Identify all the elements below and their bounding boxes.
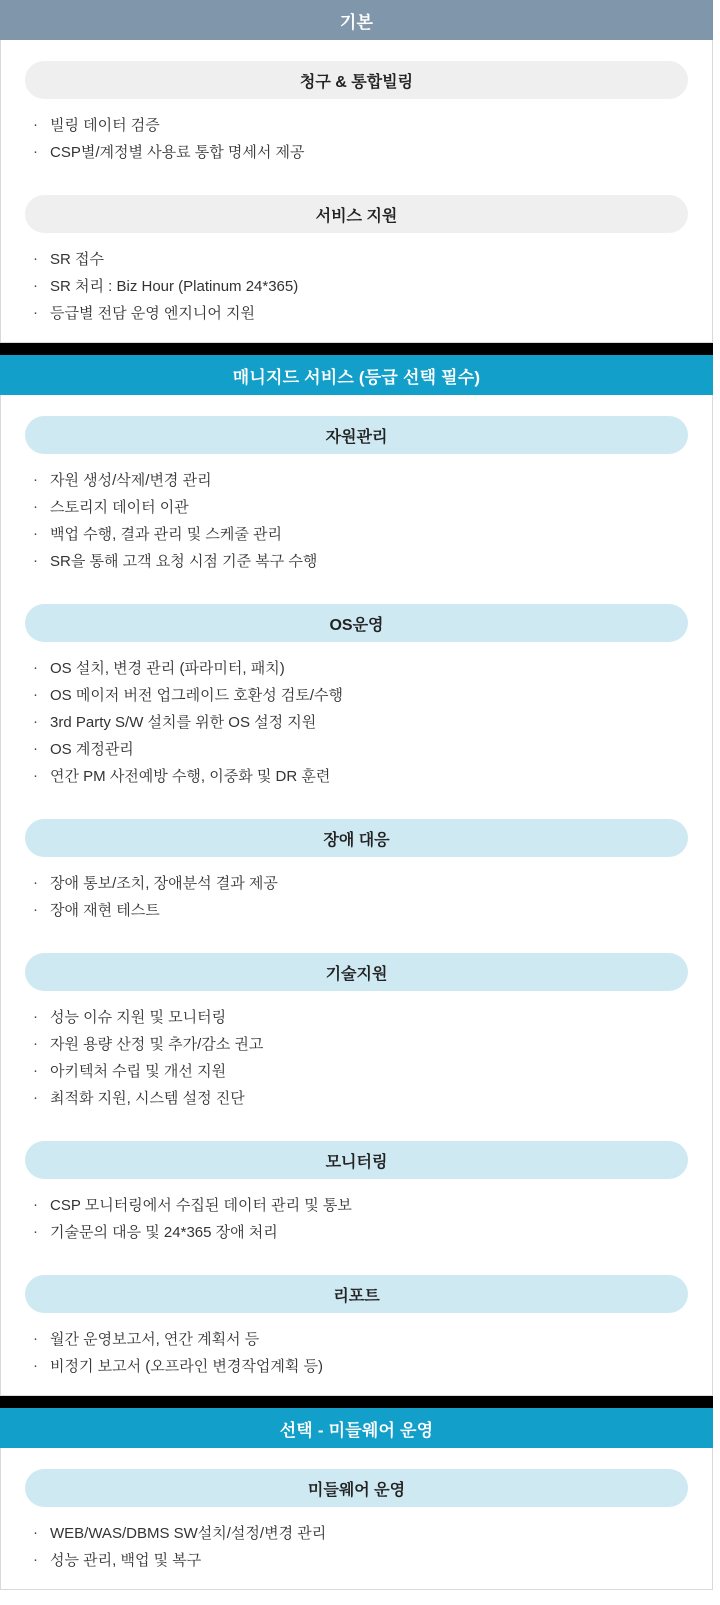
bullet-text: 자원 용량 산정 및 추가/감소 권고 (50, 1036, 264, 1053)
bullet-dot-icon: · (33, 1062, 38, 1079)
bullet-dot-icon: · (33, 1089, 38, 1106)
bullet-dot-icon: · (33, 1008, 38, 1025)
bullet-text: 장애 통보/조치, 장애분석 결과 제공 (50, 875, 278, 892)
bullet-text: 등급별 전담 운영 엔지니어 지원 (50, 305, 256, 322)
black-divider (0, 343, 713, 355)
bullet-dot-icon: · (33, 1551, 38, 1568)
bullet-dot-icon: · (33, 767, 38, 784)
bullet-list-resource-mgmt (1, 466, 712, 574)
bullet-dot-icon: · (33, 874, 38, 891)
bullet-dot-icon: · (33, 304, 38, 321)
bullet-dot-icon: · (33, 740, 38, 757)
section-body-managed (0, 395, 713, 1396)
bullet-item (33, 299, 692, 326)
bullet-item (33, 1546, 692, 1573)
bullet-item (33, 1084, 692, 1111)
bullet-dot-icon: · (33, 552, 38, 569)
bullet-list-report (1, 1325, 712, 1379)
bullet-dot-icon: · (33, 116, 38, 133)
bullet-text: 스토리지 데이터 이관 (50, 499, 189, 516)
bullet-text: 아키텍처 수립 및 개선 지원 (50, 1063, 227, 1080)
bullet-item (33, 1352, 692, 1379)
bottom-margin (0, 1590, 713, 1595)
group-pill-middleware: 미들웨어 운영 (25, 1469, 688, 1507)
bullet-text: SR을 통해 고객 요청 시점 기준 복구 수행 (50, 553, 318, 570)
black-divider (0, 1396, 713, 1408)
bullet-item (33, 735, 692, 762)
section-body-basic (0, 40, 713, 343)
bullet-text: 비정기 보고서 (오프라인 변경작업계획 등) (50, 1358, 323, 1375)
bullet-list-incident-response (1, 869, 712, 923)
bullet-text: OS 메이저 버전 업그레이드 호환성 검토/수행 (50, 687, 344, 704)
section-header-managed: 매니지드 서비스 (등급 선택 필수) (0, 355, 713, 395)
bullet-text: CSP 모니터링에서 수집된 데이터 관리 및 통보 (50, 1197, 352, 1214)
bullet-item (33, 1191, 692, 1218)
bullet-item (33, 869, 692, 896)
section-body-optional (0, 1448, 713, 1590)
bullet-item (33, 654, 692, 681)
bullet-dot-icon: · (33, 659, 38, 676)
bullet-list-tech-support (1, 1003, 712, 1111)
bullet-list-os-operation (1, 654, 712, 789)
bullet-list-middleware (1, 1519, 712, 1573)
bullet-dot-icon: · (33, 471, 38, 488)
bullet-text: SR 접수 (50, 251, 104, 268)
bullet-dot-icon: · (33, 1330, 38, 1347)
bullet-text: 자원 생성/삭제/변경 관리 (50, 472, 212, 489)
bullet-text: 장애 재현 테스트 (50, 902, 160, 919)
group-pill-resource-mgmt: 자원관리 (25, 416, 688, 454)
group-pill-service-support: 서비스 지원 (25, 195, 688, 233)
section-header-optional: 선택 - 미들웨어 운영 (0, 1408, 713, 1448)
bullet-item (33, 762, 692, 789)
bullet-item (33, 493, 692, 520)
section-basic (0, 0, 713, 343)
bullet-dot-icon: · (33, 277, 38, 294)
section-header-basic: 기본 (0, 0, 713, 40)
bullet-text: 기술문의 대응 및 24*365 장애 처리 (50, 1224, 278, 1241)
bullet-item (33, 681, 692, 708)
group-pill-monitoring: 모니터링 (25, 1141, 688, 1179)
bullet-item (33, 1218, 692, 1245)
bullet-text: 3rd Party S/W 설치를 위한 OS 설정 지원 (50, 714, 317, 731)
bullet-dot-icon: · (33, 525, 38, 542)
bullet-item (33, 520, 692, 547)
bullet-item (33, 138, 692, 165)
bullet-item (33, 1325, 692, 1352)
bullet-item (33, 245, 692, 272)
bullet-list-billing (1, 111, 712, 165)
bullet-item (33, 1030, 692, 1057)
bullet-text: 백업 수행, 결과 관리 및 스케줄 관리 (50, 526, 283, 543)
bullet-text: CSP별/계정별 사용료 통합 명세서 제공 (50, 144, 305, 161)
bullet-text: SR 처리 : Biz Hour (Platinum 24*365) (50, 278, 299, 295)
bullet-text: OS 계정관리 (50, 741, 134, 758)
bullet-dot-icon: · (33, 1524, 38, 1541)
bullet-dot-icon: · (33, 686, 38, 703)
bullet-item (33, 111, 692, 138)
bullet-text: 성능 이슈 지원 및 모니터링 (50, 1009, 227, 1026)
bullet-item (33, 1003, 692, 1030)
group-pill-os-operation: OS운영 (25, 604, 688, 642)
bullet-item (33, 1057, 692, 1084)
bullet-text: 최적화 지원, 시스템 설정 진단 (50, 1090, 245, 1107)
bullet-dot-icon: · (33, 1196, 38, 1213)
bullet-text: 빌링 데이터 검증 (50, 117, 160, 134)
bullet-dot-icon: · (33, 713, 38, 730)
bullet-item (33, 466, 692, 493)
bullet-item (33, 708, 692, 735)
bullet-item (33, 547, 692, 574)
section-optional-middleware (0, 1408, 713, 1590)
section-managed (0, 355, 713, 1396)
bullet-dot-icon: · (33, 1035, 38, 1052)
bullet-dot-icon: · (33, 1223, 38, 1240)
bullet-text: 성능 관리, 백업 및 복구 (50, 1552, 202, 1569)
bullet-list-monitoring (1, 1191, 712, 1245)
bullet-text: 월간 운영보고서, 연간 계획서 등 (50, 1331, 260, 1348)
bullet-item (33, 896, 692, 923)
bullet-dot-icon: · (33, 250, 38, 267)
bullet-dot-icon: · (33, 498, 38, 515)
bullet-item (33, 1519, 692, 1546)
group-pill-report: 리포트 (25, 1275, 688, 1313)
bullet-item (33, 272, 692, 299)
bullet-text: OS 설치, 변경 관리 (파라미터, 패치) (50, 660, 285, 677)
bullet-dot-icon: · (33, 1357, 38, 1374)
group-pill-incident-response: 장애 대응 (25, 819, 688, 857)
group-pill-tech-support: 기술지원 (25, 953, 688, 991)
bullet-dot-icon: · (33, 901, 38, 918)
bullet-text: WEB/WAS/DBMS SW설치/설정/변경 관리 (50, 1525, 327, 1542)
group-pill-billing: 청구 & 통합빌링 (25, 61, 688, 99)
bullet-text: 연간 PM 사전예방 수행, 이중화 및 DR 훈련 (50, 768, 331, 785)
bullet-list-service-support (1, 245, 712, 326)
bullet-dot-icon: · (33, 143, 38, 160)
